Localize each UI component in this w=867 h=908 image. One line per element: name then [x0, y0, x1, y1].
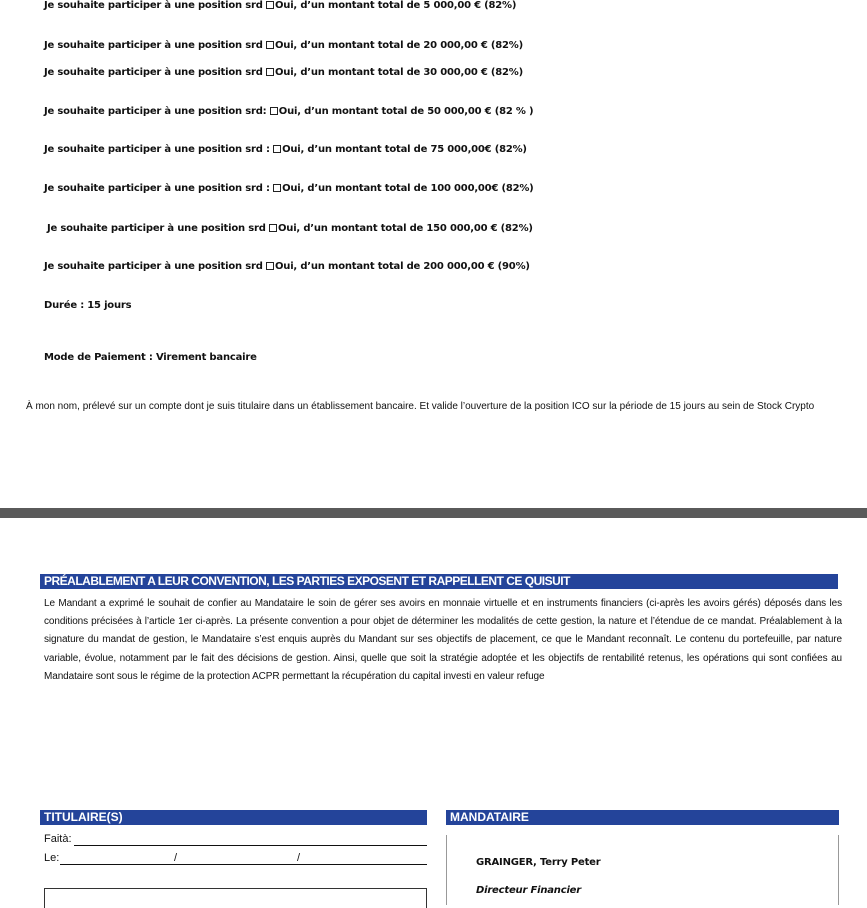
fait-a-field[interactable]	[74, 845, 427, 846]
checkbox[interactable]	[269, 224, 277, 232]
mandataire-heading: MANDATAIRE	[446, 810, 839, 825]
checkbox[interactable]	[266, 1, 274, 9]
signature-box[interactable]	[44, 888, 427, 908]
mandataire-title: Directeur Financier	[476, 885, 581, 896]
participation-option-100000: Je souhaite participer à une position srd : Oui, d’un montant total de 100 000,00€ (82%)	[44, 183, 534, 194]
page-separator	[0, 508, 867, 518]
participation-option-50000: Je souhaite participer à une position srd: Oui, d’un montant total de 50 000,00 € (82 % )	[44, 106, 534, 117]
participation-option-20000: Je souhaite participer à une position srd Oui, d’un montant total de 20 000,00 € (82%)	[44, 40, 524, 51]
contract-page-2	[0, 518, 867, 898]
preamble-heading: PRÉALABLEMENT A LEUR CONVENTION, LES PARTIES EXPOSENT ET RAPPELLENT CE QUISUIT	[40, 574, 838, 589]
checkbox[interactable]	[273, 145, 281, 153]
date-separator: /	[297, 852, 301, 864]
checkbox[interactable]	[266, 68, 274, 76]
payment-method-text: Mode de Paiement : Virement bancaire	[44, 352, 257, 363]
mandataire-name: GRAINGER, Terry Peter	[476, 857, 601, 868]
date-field[interactable]	[60, 864, 427, 865]
date-separator: /	[174, 852, 178, 864]
participation-option-75000: Je souhaite participer à une position srd : Oui, d’un montant total de 75 000,00€ (82%)	[44, 144, 527, 155]
date-label: Le:	[44, 852, 60, 864]
participation-option-150000: Je souhaite participer à une position srd Oui, d’un montant total de 150 000,00 € (82%)	[47, 223, 533, 234]
fait-a-label: Faità:	[44, 833, 72, 845]
checkbox[interactable]	[270, 107, 278, 115]
participation-option-5000: Je souhaite participer à une position srd Oui, d’un montant total de 5 000,00 € (82%)	[44, 0, 517, 11]
checkbox[interactable]	[266, 41, 274, 49]
titulaire-heading: TITULAIRE(S)	[40, 810, 427, 825]
authorization-paragraph: À mon nom, prélevé sur un compte dont je suis titulaire dans un établissement bancaire. Et valide l’ouverture de la position ICO sur la période de 15 jours au sein de Stock Crypto	[26, 401, 815, 412]
checkbox[interactable]	[273, 184, 281, 192]
preamble-paragraph: Le Mandant a exprimé le souhait de confier au Mandataire le soin de gérer ses avoirs en monnaie virtuelle et en instruments financiers (ci-après les avoirs gérés) déposés dans les conditions précisées à l’article 1er ci-après. La présente convention a pour objet de déterminer les modalités de cette gestion, la nature et l’étendue de ce mandat. Préalablement à la signature du mandat de gestion, le Mandataire s’est enquis auprès du Mandant sur ses objectifs de placement, ce que le Mandant reconnaît. Le contenu du portefeuille, par nature variable, évolue, notamment par le fait des décisions de gestion. Ainsi, quelle que soit la stratégie adoptée et les objectifs de rentabilité retenus, les opérations qui sont confiées au Mandataire sont sous le régime de la protection ACPR permettant la récupération du capital investi en valeur refuge	[44, 598, 842, 682]
duration-text: Durée : 15 jours	[44, 300, 132, 311]
participation-option-30000: Je souhaite participer à une position srd Oui, d’un montant total de 30 000,00 € (82%)	[44, 67, 524, 78]
checkbox[interactable]	[266, 262, 274, 270]
participation-option-200000: Je souhaite participer à une position srd Oui, d’un montant total de 200 000,00 € (90%)	[44, 261, 530, 272]
